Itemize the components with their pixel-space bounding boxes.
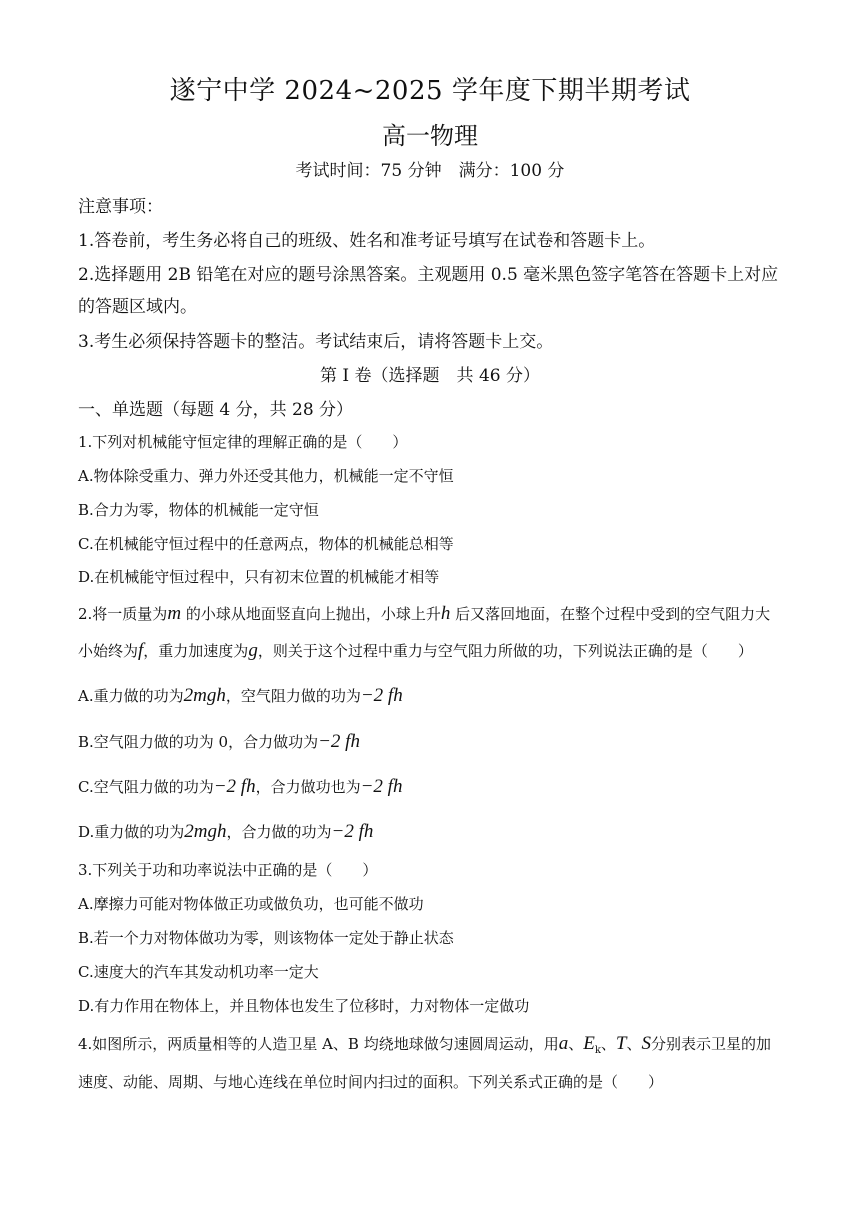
math-m: m [167, 603, 182, 624]
separator: 、 [626, 1035, 642, 1053]
q2-option-a [78, 686, 403, 705]
q2-text: ，则关于这个过程中重力与空气阻力所做的功，下列说法正确的是（ ） [257, 642, 753, 660]
q4-stem-line2: 速度、动能、周期、与地心连线在单位时间内扫过的面积。下列关系式正确的是（ ） [78, 1073, 664, 1091]
q3-option-b: B.若一个力对物体做功为零，则该物体一定处于静止状态 [78, 929, 454, 947]
math-expr: −2 fh [360, 776, 403, 797]
exam-title: 遂宁中学 2024~2025 学年度下期半期考试 [169, 76, 691, 106]
exam-info: 考试时间：75 分钟 满分：100 分 [295, 161, 565, 181]
q2-text: 小始终为 [78, 642, 139, 660]
math-T: T [615, 1033, 627, 1054]
q3-option-d: D.有力作用在物体上，并且物体也发生了位移时，力对物体一定做功 [78, 997, 530, 1015]
math-E: E [583, 1033, 595, 1054]
q1-option-c: C.在机械能守恒过程中的任意两点，物体的机械能总相等 [78, 535, 454, 553]
math-f: f [138, 640, 144, 661]
math-expr: 2mgh [183, 685, 226, 706]
q1-stem: 1.下列对机械能守恒定律的理解正确的是（ ） [78, 433, 408, 451]
note-item-1: 1.答卷前，考生务必将自己的班级、姓名和准考证号填写在试卷和答题卡上。 [78, 231, 656, 251]
q2-stem-line2 [78, 641, 753, 660]
option-text: A.重力做的功为 [78, 687, 184, 705]
math-h: h [440, 603, 451, 624]
option-text: ，空气阻力做的功为 [225, 687, 361, 705]
subject-title: 高一物理 [382, 122, 478, 150]
q4-text: 分别表示卫星的加 [651, 1035, 772, 1053]
math-g: g [248, 640, 258, 661]
q3-option-a: A.摩擦力可能对物体做正功或做负功，也可能不做功 [78, 895, 424, 913]
q2-option-b [78, 732, 360, 751]
q2-option-d [78, 822, 373, 841]
q1-option-a: A.物体除受重力、弹力外还受其他力，机械能一定不守恒 [78, 467, 454, 485]
q2-text: 2.将一质量为 [78, 605, 168, 623]
math-S: S [641, 1033, 652, 1054]
separator: 、 [568, 1035, 584, 1053]
math-expr: −2 fh [213, 776, 256, 797]
math-expr: −2 fh [318, 731, 360, 752]
q2-text: 的小球从地面竖直向上抛出，小球上升 [181, 605, 441, 623]
math-expr: −2 fh [360, 685, 403, 706]
q1-option-b: B.合力为零，物体的机械能一定守恒 [78, 501, 319, 519]
part-heading: 一、单选题（每题 4 分，共 28 分） [78, 400, 354, 420]
q4-text: 4.如图所示，两质量相等的人造卫星 A、B 均绕地球做匀速圆周运动，用 [78, 1035, 559, 1053]
q3-stem: 3.下列关于功和功率说法中正确的是（ ） [78, 861, 378, 879]
q2-option-c [78, 777, 402, 796]
note-item-3: 3.考生必须保持答题卡的整洁。考试结束后，请将答题卡上交。 [78, 332, 554, 352]
math-expr: 2mgh [184, 821, 227, 842]
q2-text: ，重力加速度为 [143, 642, 249, 660]
math-expr: −2 fh [331, 821, 374, 842]
q2-stem-line1 [78, 604, 770, 623]
q4-stem-line1 [78, 1034, 771, 1056]
option-text: ，合力做的功为 [226, 823, 332, 841]
option-text: ，合力做功也为 [255, 778, 361, 796]
separator: 、 [600, 1035, 616, 1053]
note-item-2: 2.选择题用 2B 铅笔在对应的题号涂黑答案。主观题用 0.5 毫米黑色签字笔答在答题卡上对应 [78, 265, 779, 285]
math-a: a [558, 1033, 569, 1054]
q1-option-d: D.在机械能守恒过程中，只有初末位置的机械能才相等 [78, 568, 440, 586]
subscript-k: k [594, 1045, 601, 1056]
option-text: C.空气阻力做的功为 [78, 778, 214, 796]
q2-text: 后又落回地面，在整个过程中受到的空气阻力大 [450, 605, 771, 623]
option-text: B.空气阻力做的功为 0，合力做功为 [78, 733, 319, 751]
q3-option-c: C.速度大的汽车其发动机功率一定大 [78, 963, 319, 981]
option-text: D.重力做的功为 [78, 823, 185, 841]
note-item-2-cont: 的答题区域内。 [78, 297, 197, 317]
notes-heading: 注意事项： [78, 197, 163, 217]
volume-heading: 第 I 卷（选择题 共 46 分） [320, 366, 540, 386]
